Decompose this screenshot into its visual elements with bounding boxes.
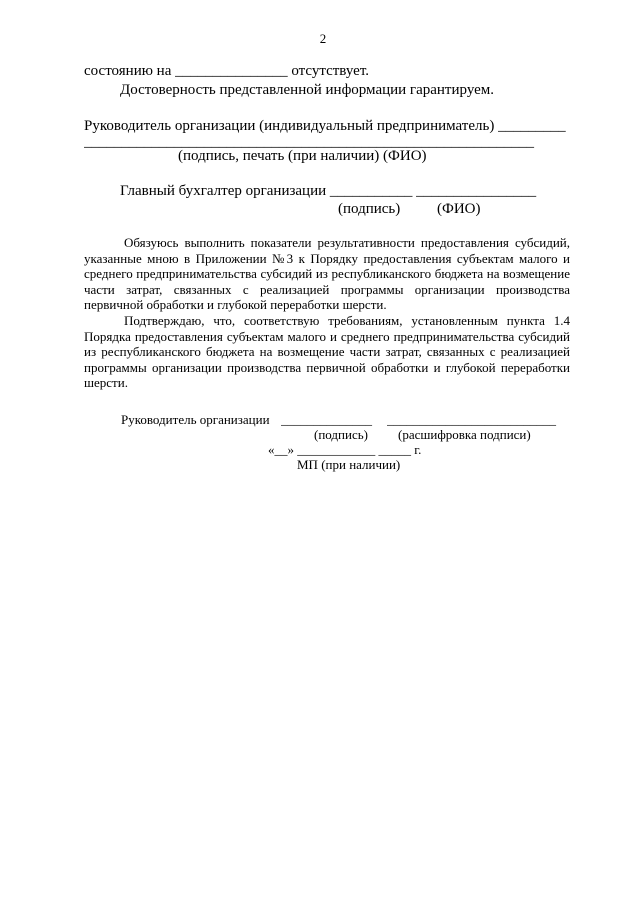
- footer-decode-blank: __________________________: [387, 412, 556, 427]
- paragraph1-line: части затрат, связанных с реализацией программы организации производства: [84, 282, 570, 297]
- guarantee-line: Достоверность представленной информации гарантируем.: [120, 82, 495, 98]
- footer-caption-sign: (подпись): [314, 427, 368, 442]
- paragraph2-line: из республиканского бюджета на возмещение части затрат, связанных с реализацией: [84, 344, 570, 359]
- page-number: 2: [319, 31, 327, 46]
- paragraph1-line: среднего предпринимательства субсидий из республиканского бюджета на возмещение: [84, 266, 570, 281]
- accountant-caption-sign: (подпись): [338, 201, 401, 217]
- accountant-signature-line: Главный бухгалтер организации ___________ ________________: [120, 183, 537, 199]
- paragraph2-line: программы организации производства первичной обработки и глубокой переработки: [84, 360, 570, 375]
- footer-stamp: МП (при наличии): [297, 457, 401, 472]
- paragraph2-line: шерсти.: [84, 375, 128, 390]
- paragraph1-line: указанные мною в Приложении №3 к Порядку предоставления субъектам малого и: [84, 251, 570, 266]
- status-line: состоянию на _______________ отсутствует.: [84, 63, 370, 79]
- footer-caption-decode: (расшифровка подписи): [398, 427, 531, 442]
- paragraph2-line: Порядка предоставления субъектам малого и среднего предпринимательства субсидий: [84, 329, 570, 344]
- head-signature-caption: (подпись, печать (при наличии) (ФИО): [178, 148, 427, 164]
- head-signature-blank: ____________________________________________________________: [84, 134, 534, 150]
- footer-date-line: «__» ____________ _____ г.: [268, 442, 422, 457]
- paragraph1-line: первичной обработки и глубокой переработки шерсти.: [84, 297, 387, 312]
- head-signature-line: Руководитель организации (индивидуальный предприниматель) _________: [84, 118, 566, 134]
- paragraph2-line: Подтверждаю, что, соответствую требованиям, установленным пункта 1.4: [124, 313, 570, 328]
- accountant-caption-fio: (ФИО): [437, 201, 481, 217]
- paragraph1-line: Обязуюсь выполнить показатели результативности предоставления субсидий,: [124, 235, 570, 250]
- footer-head-label: Руководитель организации: [121, 412, 270, 427]
- footer-sign-blank: ______________: [281, 412, 372, 427]
